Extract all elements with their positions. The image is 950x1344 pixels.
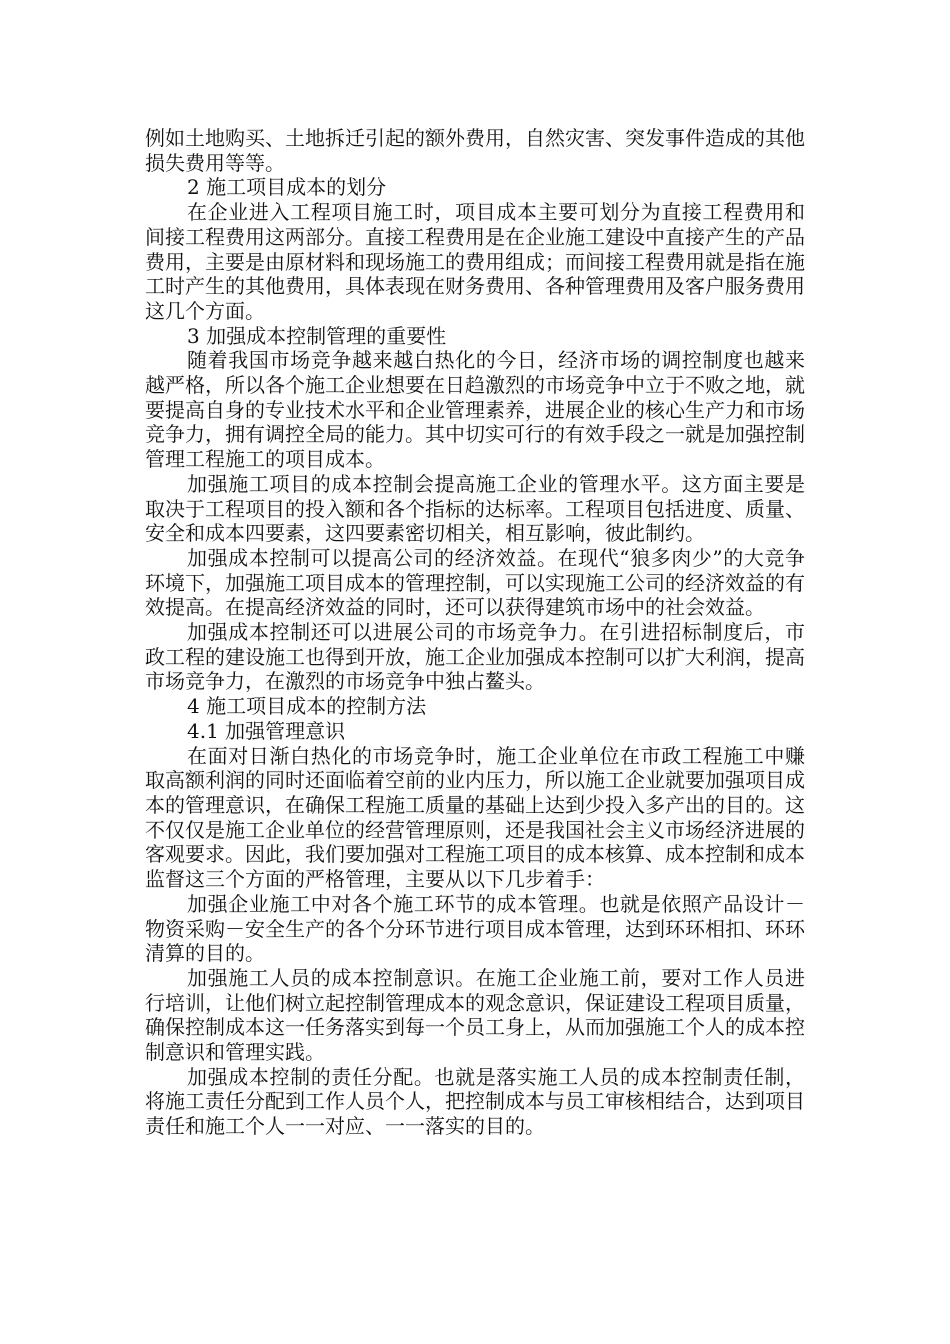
paragraph: 加强成本控制还可以进展公司的市场竞争力。在引进招标制度后，市政工程的建设施工也得到开放，施工企业加强成本控制可以扩大利润，提高市场竞争力，在激烈的市场竞争中独占鳌头。 <box>145 620 805 694</box>
paragraph: 加强成本控制可以提高公司的经济效益。在现代“狼多肉少”的大竞争环境下，加强施工项目成本的管理控制，可以实现施工公司的经济效益的有效提高。在提高经济效益的同时，还可以获得建筑市场中的社会效益。 <box>145 545 805 620</box>
section-heading: 2 施工项目成本的划分 <box>187 175 387 200</box>
paragraph: 加强施工人员的成本控制意识。在施工企业施工前，要对工作人员进行培训，让他们树立起控制管理成本的观念意识，保证建设工程项目质量，确保控制成本这一任务落实到每一个员工身上，从而加强施工个人的成本控制意识和管理实践。 <box>145 965 805 1065</box>
paragraph: 例如土地购买、土地拆迁引起的额外费用，自然灾害、突发事件造成的其他损失费用等等。 <box>145 126 805 175</box>
paragraph: 加强企业施工中对各个施工环节的成本管理。也就是依照产品设计－物资采购－安全生产的各个分环节进行项目成本管理，达到环环相扣、环环清算的目的。 <box>145 891 805 966</box>
subsection-heading: 4.1 加强管理意识 <box>187 718 346 743</box>
document-body <box>145 126 805 1139</box>
section-heading: 3 加强成本控制管理的重要性 <box>187 323 447 348</box>
paragraph: 在企业进入工程项目施工时，项目成本主要可划分为直接工程费用和间接工程费用这两部分。直接工程费用是在企业施工建设中直接产生的产品费用，主要是由原材料和现场施工的费用组成；而间接工程费用就是指在施工时产生的其他费用，具体表现在财务费用、各种管理费用及客户服务费用这几个方面。 <box>145 200 805 323</box>
paragraph: 在面对日渐白热化的市场竞争时，施工企业单位在市政工程施工中赚取高额利润的同时还面临着空前的业内压力，所以施工企业就要加强项目成本的管理意识，在确保工程施工质量的基础上达到少投入多产出的目的。这不仅仅是施工企业单位的经营管理原则，还是我国社会主义市场经济进展的客观要求。因此，我们要加强对工程施工项目的成本核算、成本控制和成本监督这三个方面的严格管理，主要从以下几步着手： <box>145 743 805 892</box>
section-heading: 4 施工项目成本的控制方法 <box>187 694 427 719</box>
paragraph: 随着我国市场竞争越来越白热化的今日，经济市场的调控制度也越来越严格，所以各个施工企业想要在日趋激烈的市场竞争中立于不败之地，就要提高自身的专业技术水平和企业管理素养，进展企业的核心生产力和市场竞争力，拥有调控全局的能力。其中切实可行的有效手段之一就是加强控制管理工程施工的项目成本。 <box>145 348 805 472</box>
paragraph: 加强成本控制的责任分配。也就是落实施工人员的成本控制责任制，将施工责任分配到工作人员个人，把控制成本与员工审核相结合，达到项目责任和施工个人一一对应、一一落实的目的。 <box>145 1064 805 1139</box>
paragraph: 加强施工项目的成本控制会提高施工企业的管理水平。这方面主要是取决于工程项目的投入额和各个指标的达标率。工程项目包括进度、质量、安全和成本四要素，这四要素密切相关，相互影响，彼此制约。 <box>145 471 805 546</box>
